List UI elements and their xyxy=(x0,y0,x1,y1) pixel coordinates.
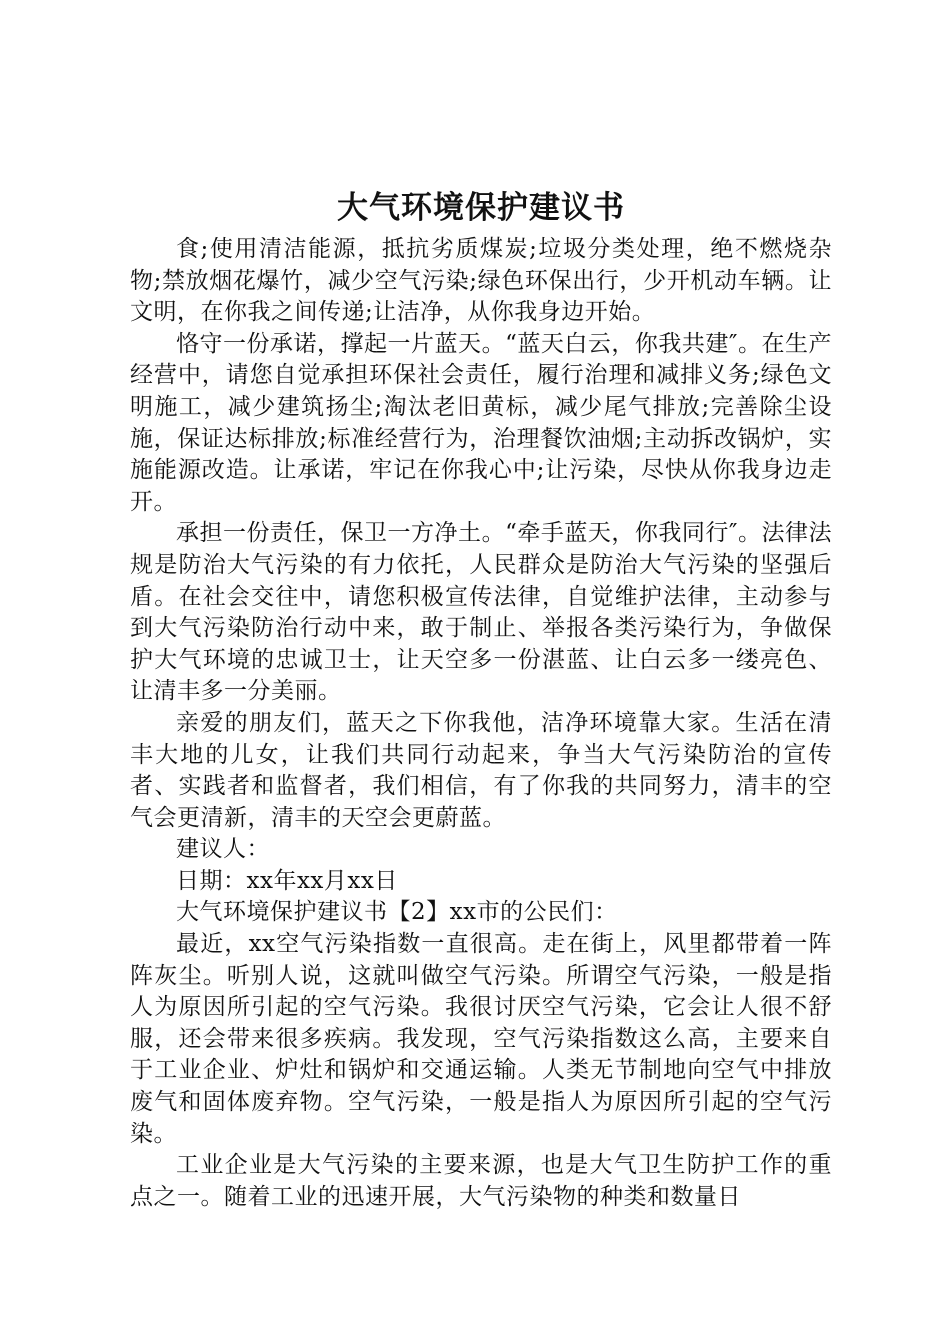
second-letter-heading: 大气环境保护建议书【2】xx市的公民们： xyxy=(176,899,618,926)
paragraph: 承担一份责任，保卫一方净土。“牵手蓝天，你我同行″。法律法规是防治大气污染的有力依托，人民群众是防治大气污染的坚强后盾。在社会交往中，请您积极宣传法律，自觉维护法律，主动参与到大气污染防治行动中来，敢于制止、举报各类污染行为，争做保护大气环境的忠诚卫士，让天空多一份湛蓝、让白云多一缕亮色、让清丰多一分美丽。 xyxy=(130,520,832,705)
paragraph: 食;使用清洁能源，抵抗劣质煤炭;垃圾分类处理，绝不燃烧杂物;禁放烟花爆竹，减少空气污染;绿色环保出行，少开机动车辆。让文明，在你我之间传递;让洁净，从你我身边开始。 xyxy=(130,236,832,326)
document-title: 大气环境保护建议书 xyxy=(337,190,625,226)
paragraph: 恪守一份承诺，撑起一片蓝天。“蓝天白云，你我共建″。在生产经营中，请您自觉承担环保社会责任，履行治理和减排义务;绿色文明施工，减少建筑扬尘;淘汰老旧黄标，减少尾气排放;完善除尘设施，保证达标排放;标准经营行为，治理餐饮油烟;主动拆改锅炉，实施能源改造。让承诺，牢记在你我心中;让污染，尽快从你我身边走开。 xyxy=(130,330,832,515)
date-line: 日期：xx年xx月xx日 xyxy=(176,867,398,894)
paragraph: 亲爱的朋友们，蓝天之下你我他，洁净环境靠大家。生活在清丰大地的儿女，让我们共同行动起来，争当大气污染防治的宣传者、实践者和监督者，我们相信，有了你我的共同努力，清丰的空气会更清新，清丰的天空会更蔚蓝。 xyxy=(130,709,832,831)
paragraph: 工业企业是大气污染的主要来源，也是大气卫生防护工作的重点之一。随着工业的迅速开展，大气污染物的种类和数量日 xyxy=(130,1152,832,1210)
paragraph: 最近，xx空气污染指数一直很高。走在街上，风里都带着一阵阵灰尘。听别人说，这就叫做空气污染。所谓空气污染，一般是指人为原因所引起的空气污染。我很讨厌空气污染，它会让人很不舒服，还会带来很多疾病。我发现，空气污染指数这么高，主要来自于工业企业、炉灶和锅炉和交通运输。人类无节制地向空气中排放废气和固体废弃物。空气污染，一般是指人为原因所引起的空气污染。 xyxy=(130,931,832,1147)
document-page xyxy=(130,186,832,1213)
signature-label: 建议人： xyxy=(176,836,270,863)
